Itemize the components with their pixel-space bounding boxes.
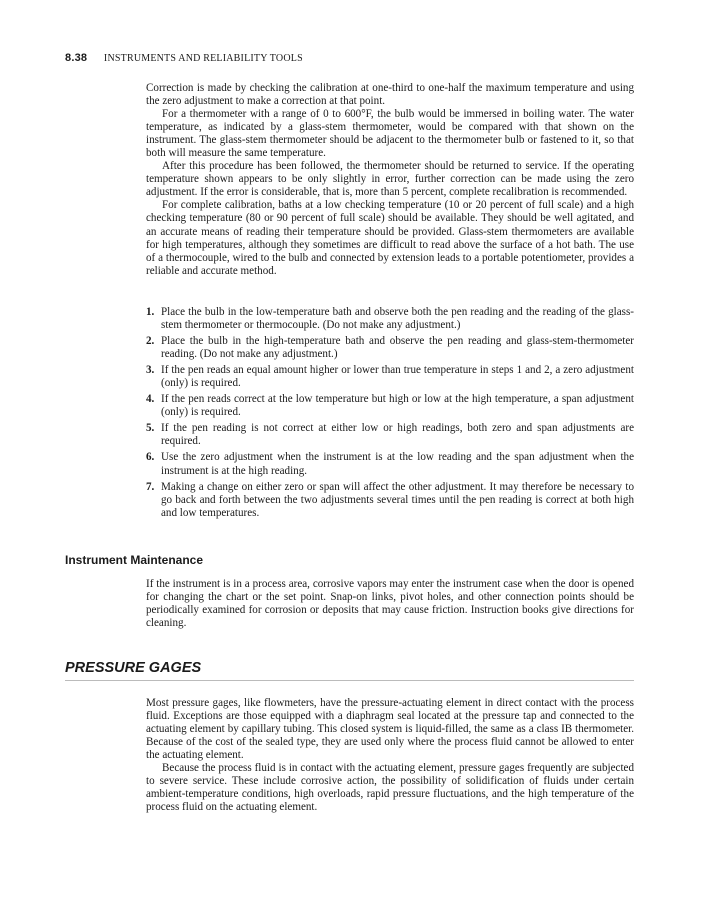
step-text: Place the bulb in the high-temperature bath and observe the pen reading and glass-stem-thermometer reading. (Do not make any adjustment.) bbox=[161, 335, 634, 361]
list-item bbox=[146, 306, 634, 332]
paragraph: Most pressure gages, like flowmeters, have the pressure-actuating element in direct contact with the process fluid. Exceptions are those equipped with a diaphragm seal located at the pressure tap and connected to the actuating element by capillary tubing. This closed system is liquid-filled, the same as a class IB thermometer. Because of the cost of the sealed type, they are used only where the process fluid cannot be allowed to enter the actuating element. bbox=[146, 697, 634, 762]
step-number: 1. bbox=[146, 306, 155, 318]
pressure-gages-section bbox=[146, 697, 634, 814]
list-item bbox=[146, 364, 634, 390]
list-item bbox=[146, 481, 634, 520]
running-title: INSTRUMENTS AND RELIABILITY TOOLS bbox=[103, 53, 303, 64]
paragraph: After this procedure has been followed, the thermometer should be returned to service. If the operating temperature shown appears to be only slightly in error, further correction can be made using the zero adjustment. If the error is considerable, that is, more than 5 percent, complete recalibration is recommended. bbox=[146, 160, 634, 199]
paragraph: Because the process fluid is in contact with the actuating element, pressure gages frequently are subjected to severe service. These include corrosive action, the possibility of solidification of fluids under certain ambient-temperature conditions, high overloads, rapid pressure fluctuations, and the high temperature of the process fluid on the actuating element. bbox=[146, 762, 634, 814]
step-number: 6. bbox=[146, 451, 155, 464]
list-item bbox=[146, 451, 634, 477]
step-number: 7. bbox=[146, 480, 155, 493]
paragraph: For complete calibration, baths at a low checking temperature (10 or 20 percent of full scale) and a high checking temperature (80 or 90 percent of full scale) should be available. They should be well agitated, and an accurate means of reading their temperature should be provided. Glass-stem thermometers are available for high temperatures, although they sometimes are difficult to read above the surface of a hot bath. The use of a thermocouple, wired to the bulb and connected by extension leads to a portable potentiometer, provides a reliable and accurate method. bbox=[146, 199, 634, 277]
section-heading-pressure-gages: PRESSURE GAGES bbox=[65, 660, 202, 676]
paragraph: For a thermometer with a range of 0 to 600°F, the bulb would be immersed in boiling water. The water temperature, as indicated by a glass-stem thermometer, would be compared with that shown on the instrument. The glass-stem thermometer should be adjacent to the thermometer bulb or fastened to it, so that both will measure the same temperature. bbox=[146, 108, 634, 160]
step-text: Use the zero adjustment when the instrument is at the low reading and the span adjustment when the instrument is at the high reading. bbox=[161, 451, 634, 477]
step-text: Making a change on either zero or span will affect the other adjustment. It may therefore be necessary to go back and forth between the two adjustments several times until the pen reading is correct at both high and low temperatures. bbox=[161, 480, 634, 519]
list-item bbox=[146, 422, 634, 448]
section-heading-maintenance: Instrument Maintenance bbox=[65, 553, 204, 567]
step-text: If the pen reads correct at the low temperature but high or low at the high temperature, a span adjustment (only) is required. bbox=[161, 393, 634, 419]
step-number: 3. bbox=[146, 364, 155, 377]
maintenance-section bbox=[146, 578, 634, 630]
heading-rule bbox=[65, 680, 634, 681]
step-number: 4. bbox=[146, 393, 155, 406]
calibration-steps-list bbox=[146, 306, 634, 523]
list-item bbox=[146, 393, 634, 419]
step-number: 2. bbox=[146, 335, 155, 348]
step-text: If the pen reading is not correct at either low or high readings, both zero and span adjustments are required. bbox=[161, 422, 634, 448]
paragraph: If the instrument is in a process area, corrosive vapors may enter the instrument case when the door is opened for changing the chart or the set point. Snap-on links, pivot holes, and other connection points should be periodically examined for corrosion or deposits that may cause friction. Instruction books give directions for cleaning. bbox=[146, 578, 634, 630]
paragraph: Correction is made by checking the calibration at one-third to one-half the maximum temperature and using the zero adjustment to make a correction at that point. bbox=[146, 82, 634, 108]
step-text: Place the bulb in the low-temperature bath and observe both the pen reading and the reading of the glass-stem thermometer or thermocouple. (Do not make any adjustment.) bbox=[161, 306, 634, 332]
step-text: If the pen reads an equal amount higher or lower than true temperature in steps 1 and 2, a zero adjustment (only) is required. bbox=[161, 364, 634, 390]
intro-section bbox=[146, 82, 634, 278]
list-item bbox=[146, 335, 634, 361]
running-header bbox=[65, 52, 303, 64]
step-number: 5. bbox=[146, 422, 155, 435]
page-number: 8.38 bbox=[65, 52, 88, 64]
